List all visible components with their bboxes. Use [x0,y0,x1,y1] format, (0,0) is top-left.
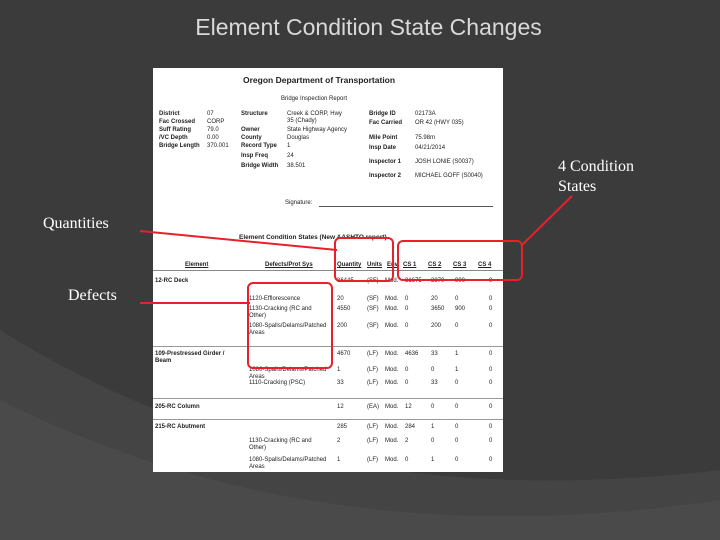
info-value: 0.00 [207,135,219,141]
info-label: Suff Rating [159,127,191,133]
slide-title: Element Condition State Changes [195,14,542,40]
info-label: Structure [241,111,268,117]
info-label: Fac Crossed [159,119,196,125]
table-row-cs4: 0 [489,323,493,329]
info-value: Douglas [287,135,310,141]
table-row-cs1: 31675 [405,278,422,284]
info-value: 38.501 [287,163,306,169]
table-row-cs2: 0 [431,367,435,373]
info-value: 07 [207,111,214,117]
table-row-env: Mod. [385,351,399,357]
info-value: 24 [287,153,294,159]
info-label: Bridge ID [369,111,396,117]
table-row-cs3: 1 [455,367,459,373]
table-row-cs4: 0 [489,306,493,312]
header-rule [153,270,503,271]
table-row-units: (SF) [367,306,379,312]
table-row-env: Mod. [385,380,399,386]
table-row-env: Mod. [385,296,399,302]
info-label: Insp Date [369,145,397,151]
table-row-cs2: 1 [431,457,435,463]
table-row-cs4: 0 [489,438,493,444]
table-row-defect: 1120-Efflorescence [249,296,301,302]
info-value: 1 [287,143,291,149]
column-header: CS 3 [453,262,467,268]
table-row-cs2: 20 [431,296,438,302]
table-row-element: 215-RC Abutment [155,424,206,430]
table-row-quantity: 33 [337,380,344,386]
table-row-cs3: 0 [455,438,459,444]
table-row-cs1: 0 [405,457,409,463]
column-header: Quantity [337,262,362,268]
column-header: Env [387,262,399,268]
table-row-units: (SF) [367,323,379,329]
table-row-cs1: 284 [405,424,416,430]
table-row-env: Mod. [385,278,399,284]
info-label: Bridge Width [241,163,279,169]
label-defects: Defects [68,287,117,304]
info-label: Fac Carried [369,120,403,126]
table-row-cs1: 0 [405,380,409,386]
table-row-quantity: 1 [337,367,341,373]
table-row-cs4: 0 [489,457,493,463]
info-value: Creek & CORP, Hwy 35 (Chady) [287,111,342,124]
table-row-quantity: 200 [337,323,348,329]
table-row-cs2: 200 [431,323,442,329]
report-subtitle: Bridge Inspection Report [281,96,348,102]
info-label: Record Type [241,143,277,149]
row-divider [153,419,503,420]
column-header: CS 4 [478,262,492,268]
info-value: 02173A [415,111,436,117]
info-value: 75.98m [415,135,436,141]
table-row-element: 12-RC Deck [155,278,189,284]
table-row-cs1: 0 [405,367,409,373]
info-value: 04/21/2014 [415,145,446,151]
table-row-quantity: 12 [337,404,344,410]
table-row-units: (SF) [367,278,379,284]
table-row-units: (SF) [367,296,379,302]
table-row-cs4: 0 [489,367,493,373]
table-row-cs3: 1 [455,351,459,357]
table-row-cs1: 0 [405,296,409,302]
table-row-env: Mod. [385,367,399,373]
info-value: CORP [207,119,225,125]
info-label: Inspector 1 [369,159,402,165]
inspection-report-image [153,68,503,472]
table-row-cs4: 0 [489,380,493,386]
table-row-cs3: 0 [455,424,459,430]
label-quantities: Quantities [43,215,109,232]
column-header: Element [185,262,209,268]
table-row-units: (LF) [367,424,378,430]
table-row-cs3: 0 [455,404,459,410]
info-label: County [241,135,262,141]
info-label: Insp Freq [241,153,269,159]
info-label: Bridge Length [159,143,200,149]
table-row-defect: 1130-Cracking (RC and Other) [249,306,312,319]
column-header: Defects/Prot Sys [265,262,313,268]
table-row-quantity: 36445 [337,278,354,284]
signature-label: Signature: [285,200,313,206]
table-row-cs3: 0 [455,380,459,386]
table-row-env: Mod. [385,323,399,329]
info-label: /VC Depth [159,135,188,141]
info-value: OR 42 (HWY 035) [415,120,464,126]
table-row-quantity: 1 [337,457,341,463]
table-row-cs1: 2 [405,438,409,444]
table-row-units: (LF) [367,367,378,373]
table-row-cs1: 0 [405,323,409,329]
table-row-cs4: 0 [489,296,493,302]
column-header: Units [367,262,382,268]
table-row-cs4: 0 [489,404,493,410]
info-label: Owner [241,127,260,133]
table-row-env: Mod. [385,306,399,312]
section-title: Element Condition States (New AASHTO report) [239,234,387,241]
table-row-defect: 1080-Spalls/Delams/Patched Areas [249,457,327,470]
table-row-env: Mod. [385,457,399,463]
table-row-cs2: 0 [431,404,435,410]
table-row-cs4: 0 [489,424,493,430]
table-row-cs4: 0 [489,278,493,284]
table-row-units: (EA) [367,404,379,410]
table-row-env: Mod. [385,404,399,410]
info-value: State Highway Agency [287,127,348,133]
table-row-cs2: 33 [431,380,438,386]
info-value: MICHAEL GOFF (S0040) [415,173,483,179]
row-divider [153,346,503,347]
row-divider [153,398,503,399]
table-row-env: Mod. [385,438,399,444]
table-row-cs2: 3870 [431,278,445,284]
table-row-cs1: 12 [405,404,412,410]
table-row-cs3: 900 [455,306,466,312]
table-row-units: (LF) [367,351,378,357]
table-row-cs3: 0 [455,457,459,463]
info-value: 370.001 [207,143,229,149]
table-row-cs2: 3650 [431,306,445,312]
column-header: CS 1 [403,262,417,268]
table-row-env: Mod. [385,424,399,430]
table-row-units: (LF) [367,457,378,463]
table-row-quantity: 20 [337,296,344,302]
info-label: Mile Point [369,135,398,141]
table-row-quantity: 4550 [337,306,351,312]
table-row-quantity: 285 [337,424,348,430]
label-condition-states: 4 Condition States [558,158,635,195]
info-value: 79.0 [207,127,219,133]
signature-line [319,206,493,207]
table-row-quantity: 2 [337,438,341,444]
table-row-cs3: 0 [455,296,459,302]
table-row-cs2: 33 [431,351,438,357]
info-label: District [159,111,180,117]
table-row-units: (LF) [367,438,378,444]
table-row-cs4: 0 [489,351,493,357]
table-row-quantity: 4670 [337,351,351,357]
report-org: Oregon Department of Transportation [243,75,396,85]
table-row-element: 205-RC Column [155,404,200,410]
table-row-defect: 1080-Spalls/Delams/Patched Areas [249,323,327,336]
column-header: CS 2 [428,262,442,268]
table-row-cs3: 900 [455,278,466,284]
table-row-element: 109-Prestressed Girder / Beam [155,351,225,364]
table-row-cs1: 4636 [405,351,419,357]
table-row-cs3: 0 [455,323,459,329]
table-row-defect: 1110-Cracking (PSC) [249,380,306,386]
table-row-defect: 1080-Spalls/Delams/Patched Areas [249,367,327,380]
info-value: JOSH LONIE (S0037) [415,159,474,165]
table-row-cs2: 1 [431,424,435,430]
info-label: Inspector 2 [369,173,402,179]
table-row-units: (LF) [367,380,378,386]
table-row-cs2: 0 [431,438,435,444]
table-row-cs1: 0 [405,306,409,312]
table-row-defect: 1130-Cracking (RC and Other) [249,438,312,451]
